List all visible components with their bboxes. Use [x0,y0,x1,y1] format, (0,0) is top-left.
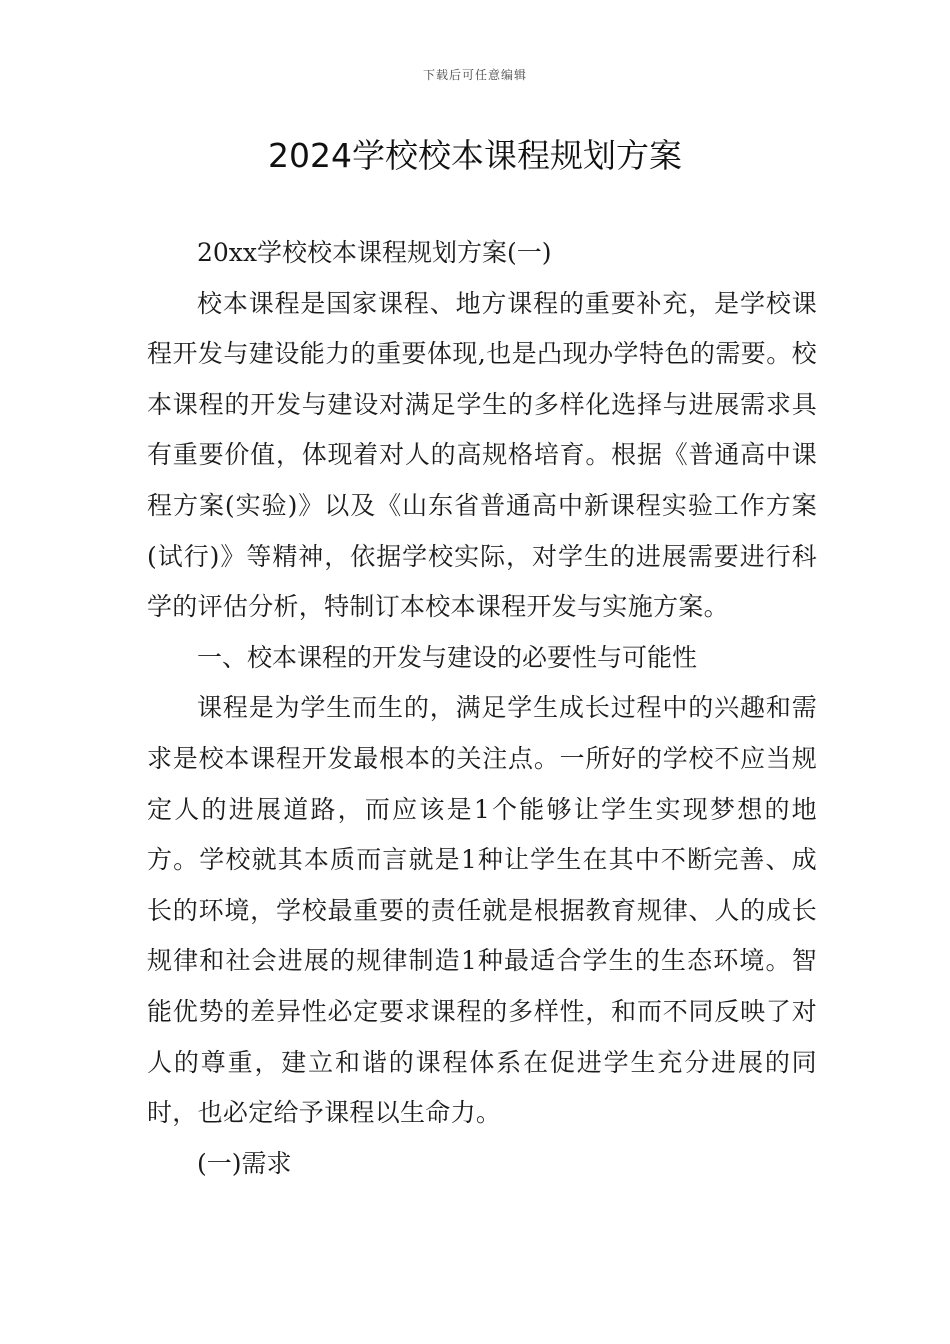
section-heading-1: 一、校本课程的开发与建设的必要性与可能性 [197,642,698,672]
header-note: 下载后可任意编辑 [422,68,527,82]
subtitle: 20xx学校校本课程规划方案(一) [197,238,552,267]
section-paragraph-1: 课程是为学生而生的，满足学生成长过程中的兴趣和需求是校本课程开发最根本的关注点。一所好的学校不应当规定人的进展道路，而应该是1个能够让学生实现梦想的地方。学校就其本质而言就是1种让学生在其中不断完善、成长的环境，学校最重要的责任就是根据教育规律、人的成长规律和社会进展的规律制造1种最适合学生的生态环境。智能优势的差异性必定要求课程的多样性，和而不同反映了对人的尊重，建立和谐的课程体系在促进学生充分进展的同时，也必定给予课程以生命力。 [147,693,817,1128]
intro-paragraph: 校本课程是国家课程、地方课程的重要补充，是学校课程开发与建设能力的重要体现,也是凸现办学特色的需要。校本课程的开发与建设对满足学生的多样化选择与进展需求具有重要价值，体现着对人的高规格培育。根据《普通高中课程方案(实验)》以及《山东省普通高中新课程实验工作方案(试行)》等精神，依据学校实际，对学生的进展需要进行科学的评估分析，特制订本校本课程开发与实施方案。 [147,288,817,622]
subsection-heading-1: (一)需求 [197,1148,292,1178]
document-body [147,228,817,1189]
document-title: 2024学校校本课程规划方案 [268,136,682,175]
